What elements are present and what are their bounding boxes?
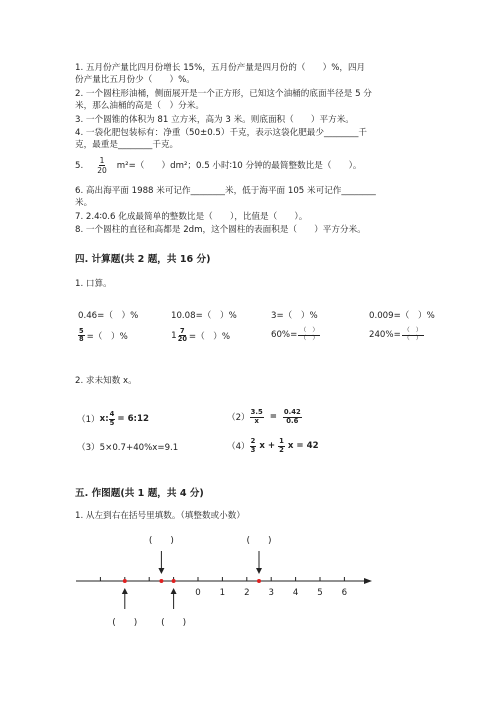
equation-number: （2） [227, 413, 250, 423]
tick-label: 0 [195, 588, 201, 598]
fraction-numerator: （ ） [403, 327, 422, 334]
fill-question-line: 2. 一个圆柱形油桶，侧面展开是一个正方形，已知这个油桶的底面半径是 5 分 [75, 89, 372, 99]
oral-calc-cell: 10.08=（ ）% [171, 311, 237, 321]
tick-label: 4 [292, 588, 299, 598]
calc-text: 60%= [271, 330, 298, 340]
fill-question-line: 6. 高出海平面 1988 米可记作________米，低于海平面 105 米可记作________ [75, 186, 376, 196]
arrow-up-icon [171, 588, 177, 594]
calc-text: 240%= [369, 330, 401, 340]
number-line-point [159, 579, 163, 583]
equation-text: x = 42 [287, 441, 319, 451]
equation-3: （3）5×0.7+40%x=9.1 [77, 443, 179, 453]
fraction-denominator: 0.6 [286, 416, 299, 425]
fill-question-line: 4. 一袋化肥包装标有：净重（50±0.5）千克，表示这袋化肥最少________千 [75, 128, 367, 138]
oral-calc-cell: 0.46=（ ）% [78, 311, 139, 321]
equation-text: = 6:12 [117, 414, 149, 424]
fraction-denominator: 5 [109, 418, 115, 427]
calc-text: =（ ）% [188, 331, 231, 342]
fraction-denominator: 3 [250, 445, 256, 454]
equation-text: x: [99, 414, 109, 424]
fraction-numerator: （ ） [300, 327, 319, 334]
tick-label: 6 [341, 588, 348, 598]
fill-question-line: 7. 2.4∶0.6 化成最简单的整数比是（ ），比值是（ ）。 [75, 212, 308, 222]
fill-question-line: 米，那么油桶的高是（ ）分米。 [75, 101, 204, 111]
fraction-denominator: x [254, 416, 259, 425]
tick-label: 1 [219, 588, 226, 598]
fraction-numerator: 3.5 [250, 408, 263, 416]
question-label: 2. 求未知数 x。 [75, 376, 137, 386]
fraction-numerator: 2 [250, 437, 256, 445]
arrow-down-icon [158, 568, 164, 574]
fraction-numerator: 4 [109, 410, 115, 418]
question-label: 1. 口算。 [75, 279, 112, 289]
fill-question-line: 米。 [75, 198, 93, 208]
fraction-numerator: 7 [180, 327, 185, 335]
tick-label: 5 [317, 588, 323, 598]
equation-number: （4） [227, 442, 250, 452]
equation-number: （1） [77, 415, 100, 425]
question-text: m²=（ ）dm²；0.5 小时∶10 分钟的最简整数比是（ ）。 [116, 160, 362, 171]
question-number: 5. [75, 160, 84, 171]
fraction-denominator: （ ） [403, 334, 422, 342]
answer-blank: ( ) [112, 618, 138, 628]
fill-question-line: 1. 五月份产量比四月份增长 15%，五月份产量是四月份的（ ）%，四月 [75, 63, 366, 73]
equation-text: = [269, 412, 277, 422]
fraction-numerator: 1 [279, 437, 284, 445]
fraction-numerator: 0.42 [283, 408, 301, 416]
answer-blank: ( ) [148, 536, 174, 546]
fraction-numerator: 1 [99, 156, 105, 165]
fraction-numerator: 5 [79, 327, 84, 335]
tick-label: 2 [244, 588, 250, 598]
fraction-denominator: 20 [97, 166, 107, 175]
arrow-down-icon [256, 568, 262, 574]
number-line-point [123, 579, 127, 583]
number-line-point [257, 579, 261, 583]
fraction-denominator: 2 [279, 445, 284, 454]
arrow-up-icon [122, 588, 128, 594]
equation-text: x + [259, 441, 276, 451]
question-label: 1. 从左到右在括号里填数。（填整数或小数） [75, 511, 245, 521]
axis-arrow-icon [364, 578, 372, 584]
fill-question-line: 克，最重是________千克。 [75, 140, 179, 150]
fraction-denominator: 8 [79, 335, 84, 343]
tick-label: 3 [268, 588, 274, 598]
mixed-whole: 1 [171, 330, 177, 341]
answer-blank: ( ) [161, 618, 187, 628]
calc-text: =（ ）% [86, 331, 128, 342]
fill-question-line: 份产量比五月份少（ ）%。 [75, 75, 195, 85]
number-line-point [172, 579, 176, 583]
fraction-denominator: 20 [177, 335, 187, 343]
fill-question-line: 8. 一个圆柱的直径和高都是 2dm，这个圆柱的表面积是（ ）平方分米。 [75, 225, 366, 235]
section-title: 五. 作图题(共 1 题，共 4 分) [75, 488, 204, 499]
fraction-denominator: （ ） [300, 334, 319, 342]
answer-blank: ( ) [246, 536, 272, 546]
section-title: 四. 计算题(共 2 题，共 16 分) [75, 254, 211, 265]
oral-calc-cell: 0.009=（ ）% [369, 311, 435, 321]
oral-calc-cell: 3=（ ）% [271, 311, 318, 321]
fill-question-line: 3. 一个圆锥的体积为 81 立方米，高为 3 米。则底面积（ ）平方米。 [75, 115, 354, 125]
